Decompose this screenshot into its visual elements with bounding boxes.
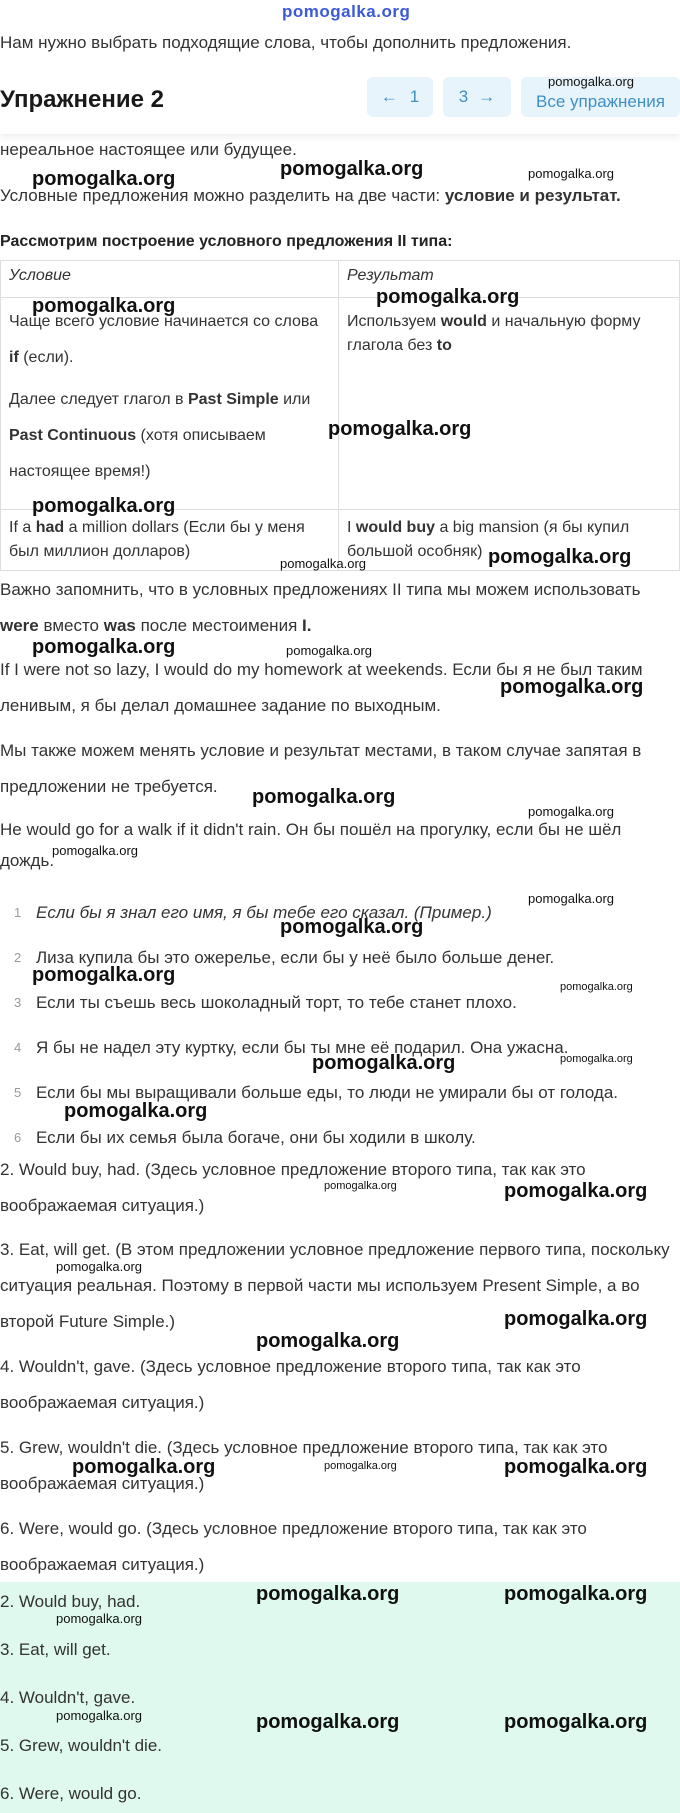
answer-item: 4. Wouldn't, gave.	[0, 1688, 136, 1707]
t: was	[103, 616, 136, 635]
watermark: pomogalka.org	[56, 1611, 142, 1626]
answer-item: 2. Would buy, had.	[0, 1592, 141, 1611]
explanation-2: 2. Would buy, had. (Здесь условное предложение второго типа, так как это воображаемая ситуация.)	[0, 1160, 586, 1215]
intro-text: Нам нужно выбрать подходящие слова, чтобы дополнить предложения.	[0, 33, 572, 52]
watermark: pomogalka.org	[504, 1456, 648, 1478]
watermark: pomogalka.org	[560, 981, 633, 993]
theory-p3	[0, 572, 680, 644]
watermark: pomogalka.org	[32, 964, 176, 986]
item-text: Лиза купила бы это ожерелье, если бы у неё было больше денег.	[36, 948, 555, 967]
prev-label: 1	[409, 87, 420, 106]
watermark: pomogalka.org	[32, 295, 176, 317]
t: I.	[302, 616, 312, 635]
item-number: 5	[14, 1085, 22, 1100]
t: were	[0, 616, 39, 635]
watermark: pomogalka.org	[528, 891, 614, 906]
p2-bold: условие и результат.	[444, 186, 621, 205]
watermark: pomogalka.org	[324, 1180, 397, 1192]
watermark: pomogalka.org	[504, 1308, 648, 1330]
explanation-3: 3. Eat, will get. (В этом предложении условное предложение первого типа, поскольку ситуация реальная. Поэтому в первой части мы используем Present Simple, а во второй Future Simple.)	[0, 1240, 670, 1331]
item-number: 2	[14, 950, 22, 965]
t: Past Simple	[187, 391, 279, 408]
t: после местоимения	[135, 616, 302, 635]
watermark: pomogalka.org	[280, 158, 424, 180]
theory-p4: If I were not so lazy, I would do my homework at weekends. Если бы я не был таким ленивым, я бы делал домашнее задание по выходным.	[0, 660, 643, 715]
t: и начальную форму глагола без	[347, 313, 641, 354]
t: Далее следует глагол в	[9, 391, 188, 408]
watermark: pomogalka.org	[252, 786, 396, 808]
watermark: pomogalka.org	[56, 1259, 142, 1274]
answer-item: 3. Eat, will get.	[0, 1640, 111, 1659]
t: a big mansion (я бы купил большой особняк)	[347, 519, 630, 560]
t: to	[436, 337, 452, 354]
watermark: pomogalka.org	[52, 843, 138, 858]
watermark: pomogalka.org	[64, 1100, 208, 1122]
watermark: pomogalka.org	[504, 1711, 648, 1733]
explanation-5: 5. Grew, wouldn't die. (Здесь условное предложение второго типа, так как это воображаемая ситуация.)	[0, 1438, 608, 1493]
watermark: pomogalka.org	[488, 546, 632, 568]
theory-p1: нереальное настоящее или будущее.	[0, 140, 297, 159]
explanation-4: 4. Wouldn't, gave. (Здесь условное предложение второго типа, так как это воображаемая ситуация.)	[0, 1357, 581, 1412]
t: would	[440, 313, 487, 330]
site-logo[interactable]: pomogalka.org	[282, 2, 411, 21]
watermark: pomogalka.org	[256, 1583, 400, 1605]
watermark: pomogalka.org	[504, 1180, 648, 1202]
watermark: pomogalka.org	[256, 1330, 400, 1352]
t: had	[35, 519, 65, 536]
watermark: pomogalka.org	[560, 1053, 633, 1065]
table-header-result: Результат	[339, 261, 680, 298]
watermark: pomogalka.org	[32, 168, 176, 190]
t: Используем	[347, 313, 441, 330]
t: Чаще всего условие начинается со слова	[9, 313, 319, 330]
t: if	[9, 349, 19, 366]
watermark: pomogalka.org	[312, 1052, 456, 1074]
arrow-right-icon: →	[478, 87, 496, 106]
item-text: Если бы их семья была богаче, они бы ходили в школу.	[36, 1128, 476, 1147]
t: would buy	[355, 519, 435, 536]
watermark: pomogalka.org	[548, 74, 634, 89]
prev-exercise-button[interactable]	[367, 77, 433, 117]
item-number: 6	[14, 1130, 22, 1145]
item-text: Если бы я знал его имя, я бы тебе его сказал. (Пример.)	[36, 903, 492, 922]
t: вместо	[38, 616, 104, 635]
next-label: 3	[458, 87, 469, 106]
watermark: pomogalka.org	[286, 643, 372, 658]
theory-p5: Мы также можем менять условие и результат местами, в таком случае запятая в предложении не требуется.	[0, 741, 642, 796]
watermark: pomogalka.org	[256, 1711, 400, 1733]
watermark: pomogalka.org	[376, 286, 520, 308]
explanation-6: 6. Were, would go. (Здесь условное предложение второго типа, так как это воображаемая ситуация.)	[0, 1519, 587, 1574]
page-title: Упражнение 2	[0, 86, 164, 113]
watermark: pomogalka.org	[328, 418, 472, 440]
t: Past Continuous	[9, 427, 137, 444]
item-text: Если ты съешь весь шоколадный торт, то тебе станет плохо.	[36, 993, 517, 1012]
arrow-left-icon: ←	[380, 87, 398, 106]
p2-start: Условные предложения можно разделить на две части:	[0, 186, 445, 205]
watermark: pomogalka.org	[324, 1460, 397, 1472]
t: I	[347, 519, 356, 536]
all-exercises-button[interactable]: Все упражнения	[521, 77, 680, 117]
watermark: pomogalka.org	[32, 495, 176, 517]
t: (хотя описываем настоящее время!)	[9, 427, 266, 480]
next-exercise-button[interactable]	[443, 77, 511, 117]
item-number: 1	[14, 905, 22, 920]
t: If a	[9, 519, 36, 536]
item-number: 4	[14, 1040, 22, 1055]
table-cell-result-1	[339, 298, 680, 510]
theory-p6: He would go for a walk if it didn't rain. Он бы пошёл на прогулку, если бы не шёл дождь.	[0, 820, 622, 870]
watermark: pomogalka.org	[280, 556, 366, 571]
item-number: 3	[14, 995, 22, 1010]
t: Важно запомнить, что в условных предложениях II типа мы можем использовать	[0, 580, 641, 599]
t: или	[278, 391, 311, 408]
watermark: pomogalka.org	[56, 1708, 142, 1723]
watermark: pomogalka.org	[280, 916, 424, 938]
watermark: pomogalka.org	[500, 676, 644, 698]
watermark: pomogalka.org	[528, 166, 614, 181]
answer-item: 6. Were, would go.	[0, 1784, 142, 1803]
item-text: Если бы мы выращивали больше еды, то люди не умирали бы от голода.	[36, 1083, 619, 1102]
watermark: pomogalka.org	[72, 1456, 216, 1478]
watermark: pomogalka.org	[32, 636, 176, 658]
item-text: Я бы не надел эту куртку, если бы ты мне её подарил. Она ужасна.	[36, 1038, 569, 1057]
watermark: pomogalka.org	[504, 1583, 648, 1605]
answer-item: 5. Grew, wouldn't die.	[0, 1736, 162, 1755]
table-header-condition: Условие	[1, 261, 339, 298]
t: (если).	[18, 349, 74, 366]
theory-heading: Рассмотрим построение условного предложения II типа:	[0, 233, 453, 250]
watermark: pomogalka.org	[528, 804, 614, 819]
t: a million dollars (Если бы у меня был миллион долларов)	[9, 519, 305, 560]
table-cell-condition-1	[1, 298, 339, 510]
